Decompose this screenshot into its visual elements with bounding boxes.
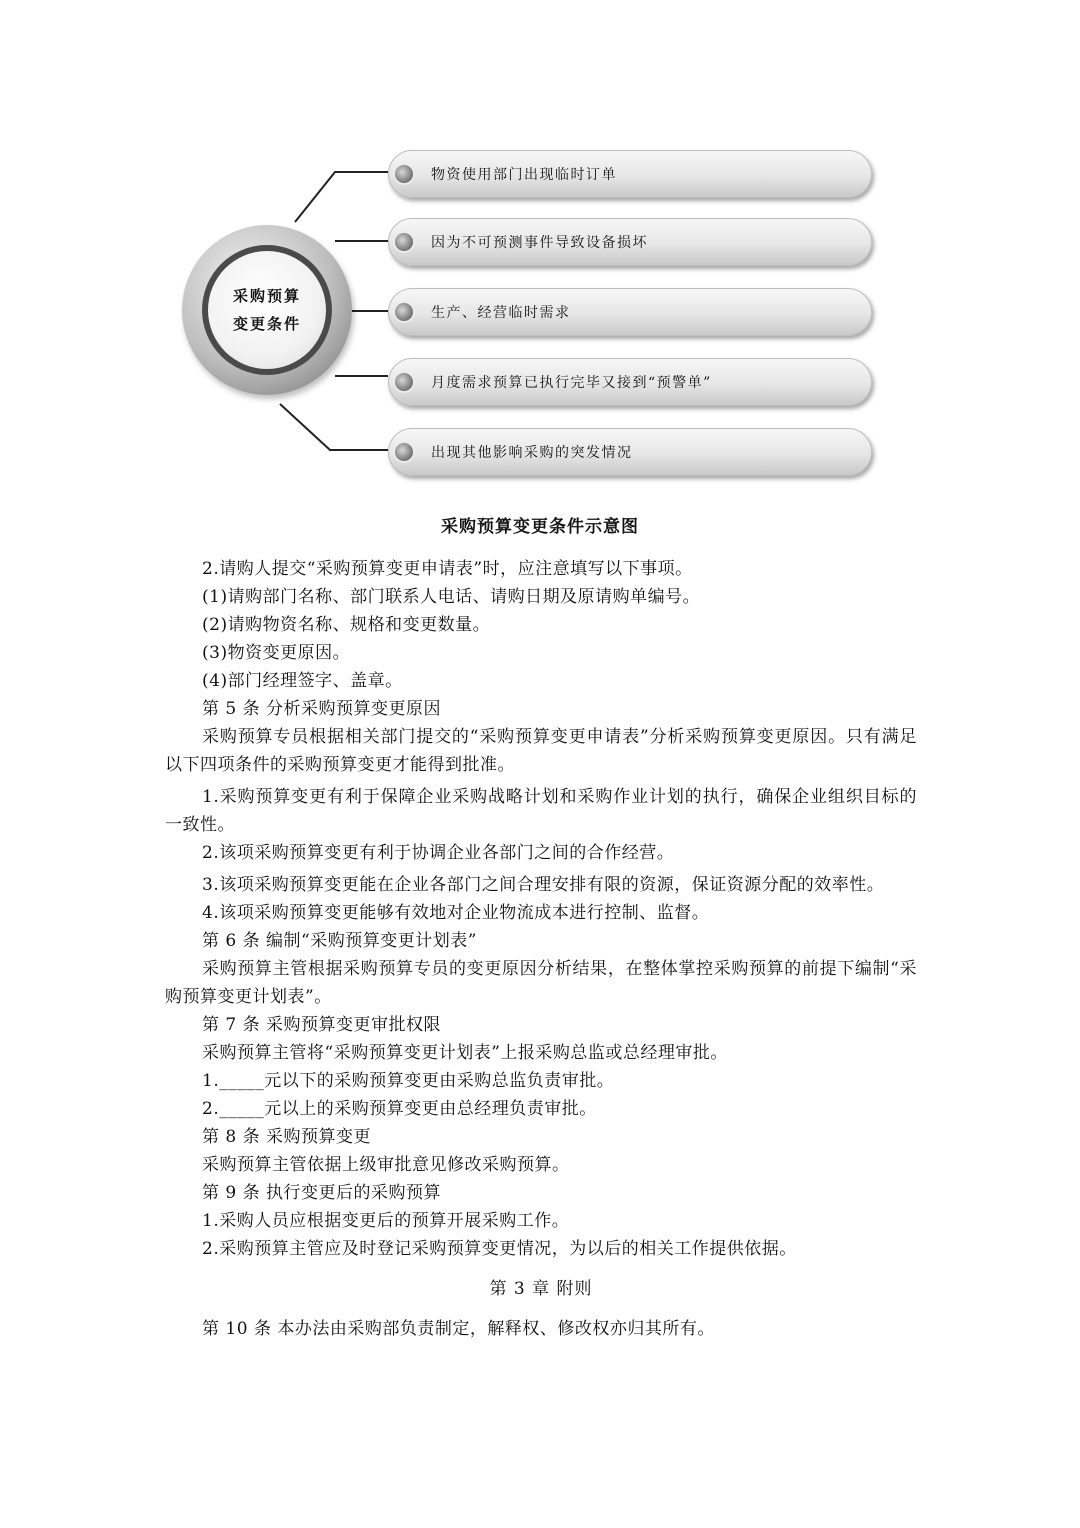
paragraph: (2)请购物资名称、规格和变更数量。 [202, 615, 491, 635]
paragraph: 2._____元以上的采购预算变更由总经理负责审批。 [202, 1099, 597, 1119]
paragraph: 采购预算主管根据采购预算专员的变更原因分析结果，在整体掌控采购预算的前提下编制“采购预算变更计划表”。 [165, 959, 917, 1007]
article-heading: 第 6 条 编制“采购预算变更计划表” [202, 931, 477, 951]
bullet-icon [393, 301, 415, 323]
document-body [165, 555, 917, 1343]
paragraph: 1._____元以下的采购预算变更由采购总监负责审批。 [202, 1071, 615, 1091]
paragraph: 采购预算主管将“采购预算变更计划表”上报采购总监或总经理审批。 [202, 1043, 728, 1063]
article-heading: 第 7 条 采购预算变更审批权限 [202, 1015, 442, 1035]
condition-label: 月度需求预算已执行完毕又接到“预警单” [431, 375, 712, 391]
paragraph: (4)部门经理签字、盖章。 [202, 671, 403, 691]
paragraph: (1)请购部门名称、部门联系人电话、请购日期及原请购单编号。 [202, 587, 701, 607]
hub-label-line1: 采购预算 [232, 287, 301, 305]
article-heading: 第 5 条 分析采购预算变更原因 [202, 699, 442, 719]
condition-item [388, 150, 872, 198]
condition-item [388, 288, 872, 336]
paragraph: 2.请购人提交“采购预算变更申请表”时，应注意填写以下事项。 [202, 559, 693, 579]
paragraph: 2.该项采购预算变更有利于协调企业各部门之间的合作经营。 [202, 843, 675, 863]
paragraph: 1.采购预算变更有利于保障企业采购战略计划和采购作业计划的执行，确保企业组织目标的一致性。 [165, 787, 917, 835]
paragraph: 4.该项采购预算变更能够有效地对企业物流成本进行控制、监督。 [202, 903, 710, 923]
paragraph: 1.采购人员应根据变更后的预算开展采购工作。 [202, 1211, 570, 1231]
bullet-icon [393, 231, 415, 253]
condition-label: 物资使用部门出现临时订单 [431, 167, 617, 183]
condition-item [388, 428, 872, 476]
condition-label: 生产、经营临时需求 [431, 305, 571, 321]
article-heading: 第 10 条 本办法由采购部负责制定，解释权、修改权亦归其所有。 [202, 1319, 715, 1339]
condition-label: 因为不可预测事件导致设备损坏 [431, 235, 648, 251]
paragraph: 3.该项采购预算变更能在企业各部门之间合理安排有限的资源，保证资源分配的效率性。 [202, 875, 885, 895]
condition-item [388, 358, 872, 406]
paragraph: 采购预算主管依据上级审批意见修改采购预算。 [202, 1155, 570, 1175]
article-heading: 第 9 条 执行变更后的采购预算 [202, 1183, 442, 1203]
paragraph: 采购预算专员根据相关部门提交的“采购预算变更申请表”分析采购预算变更原因。只有满足以下四项条件的采购预算变更才能得到批准。 [165, 727, 917, 775]
condition-label: 出现其他影响采购的突发情况 [431, 445, 633, 461]
bullet-icon [393, 163, 415, 185]
conditions-diagram [170, 140, 890, 500]
paragraph: (3)物资变更原因。 [202, 643, 351, 663]
center-hub [182, 225, 352, 395]
bullet-icon [393, 441, 415, 463]
hub-label-line2: 变更条件 [232, 315, 301, 333]
paragraph: 2.采购预算主管应及时登记采购预算变更情况，为以后的相关工作提供依据。 [202, 1239, 797, 1259]
diagram-caption: 采购预算变更条件示意图 [441, 517, 639, 537]
chapter-heading: 第 3 章 附则 [489, 1279, 593, 1299]
article-heading: 第 8 条 采购预算变更 [202, 1127, 372, 1147]
condition-item [388, 218, 872, 266]
bullet-icon [393, 371, 415, 393]
